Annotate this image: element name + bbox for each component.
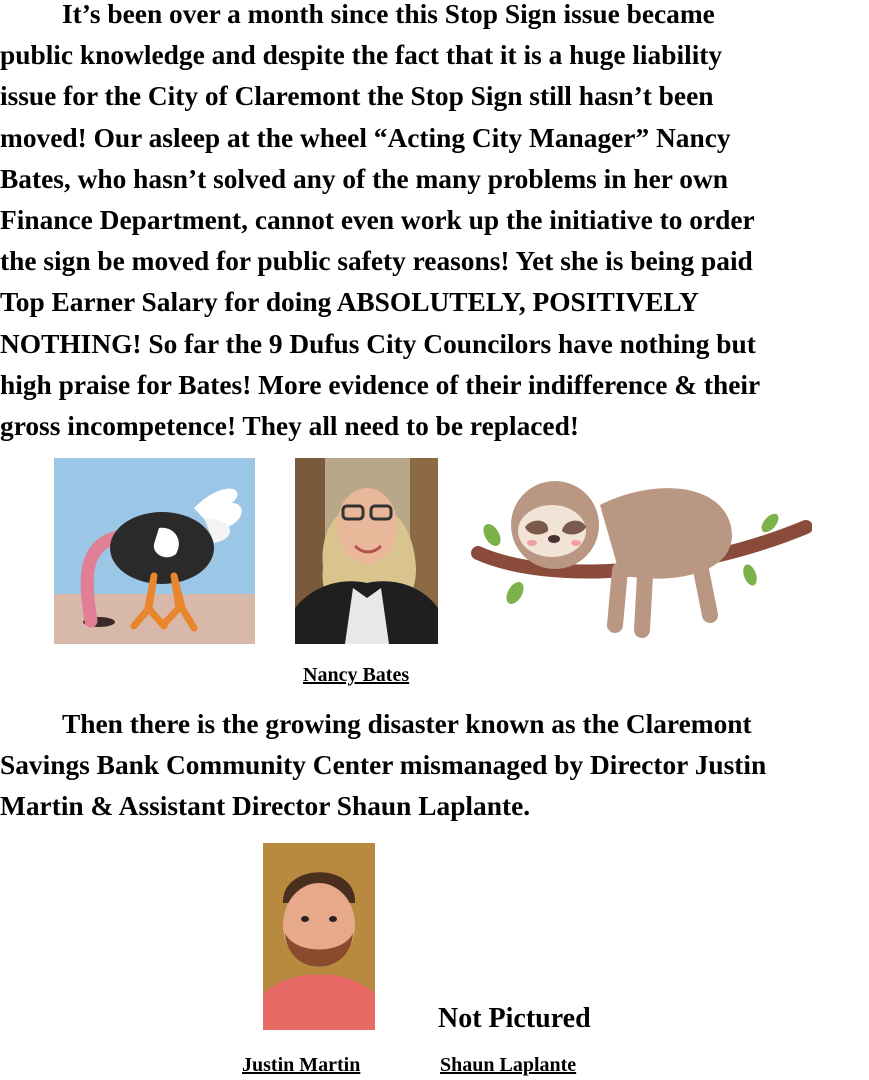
shaun-laplante-caption: Shaun Laplante: [440, 1054, 577, 1076]
justin-martin-photo: [263, 843, 375, 1030]
ostrich-image: [54, 458, 255, 644]
not-pictured-label: Not Pictured: [438, 1003, 591, 1034]
sloth-image: [470, 465, 812, 643]
nancy-bates-caption: Nancy Bates: [303, 664, 410, 686]
intro-paragraph: It’s been over a month since this Stop Sign issue became public knowledge and despite the fact that it is a huge liability issue for the City of Claremont the Stop Sign still hasn’t been moved! Our asleep at the wheel “Acting City Manager” Nancy Bates, who hasn’t solved any of the many problems in her own Finance Department, cannot even work up the initiative to order the sign be moved for public safety reasons! Yet she is being paid Top Earner Salary for doing ABSOLUTELY, POSITIVELY NOTHING! So far the 9 Dufus City Councilors have nothing but high praise for Bates! More evidence of their indifference & their gross incompetence! They all need to be replaced!: [0, 0, 761, 442]
justin-martin-caption: Justin Martin: [242, 1054, 361, 1076]
community-center-paragraph: Then there is the growing disaster known as the Claremont Savings Bank Community Center mismanaged by Director Justin Martin & Assistant Director Shaun Laplante.: [0, 709, 767, 822]
nancy-bates-photo: [295, 458, 438, 644]
